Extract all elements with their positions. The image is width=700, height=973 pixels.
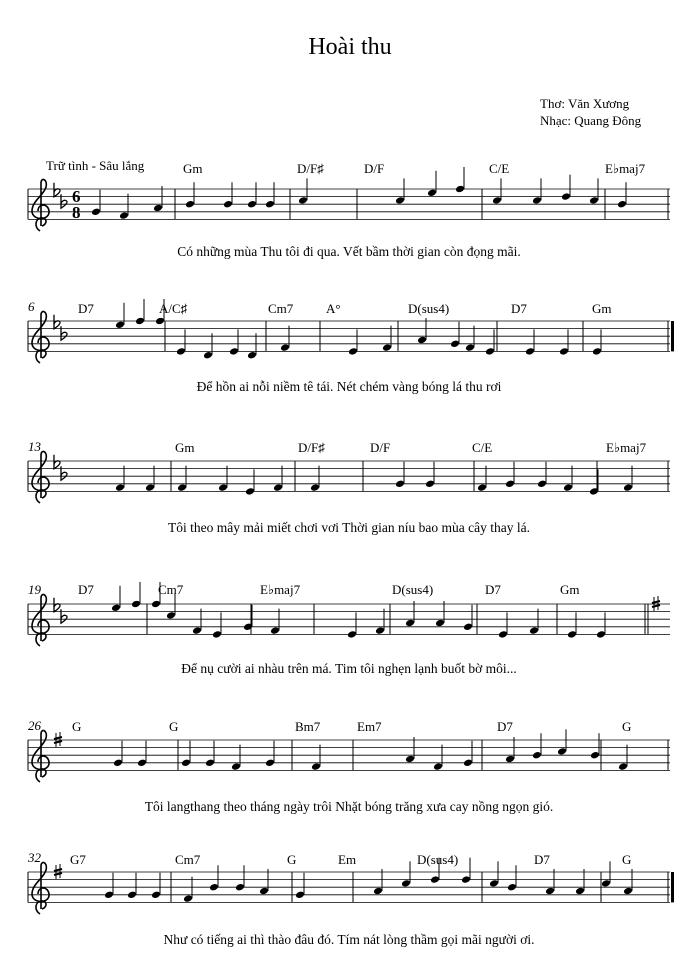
staff-system bbox=[28, 439, 670, 535]
note-head bbox=[537, 480, 547, 489]
note-head bbox=[137, 759, 147, 768]
note-head bbox=[427, 189, 437, 198]
chord-symbol: Cm7 bbox=[268, 301, 294, 316]
note-head bbox=[498, 630, 508, 639]
note-head bbox=[463, 623, 473, 632]
note-head bbox=[104, 891, 114, 900]
lyric-line: Tôi theo mây mải miết chơi vơi Thời gian níu bao mùa cây thay lá. bbox=[168, 520, 530, 535]
final-bar bbox=[671, 321, 674, 351]
note-head bbox=[205, 759, 215, 768]
note-head bbox=[601, 879, 611, 888]
chord-symbol: Cm7 bbox=[175, 852, 201, 867]
note-head bbox=[425, 480, 435, 489]
sharp-sign bbox=[652, 596, 660, 611]
note-head bbox=[590, 751, 600, 760]
note-head bbox=[375, 626, 385, 635]
chord-symbol: E♭maj7 bbox=[606, 440, 647, 455]
chord-symbol: Em bbox=[338, 852, 357, 867]
note-head bbox=[265, 759, 275, 768]
note-head bbox=[91, 208, 101, 217]
chord-symbol: D7 bbox=[78, 301, 94, 316]
note-head bbox=[561, 192, 571, 201]
note-head bbox=[492, 196, 502, 205]
time-signature-bottom: 8 bbox=[72, 203, 81, 222]
lyric-line: Như có tiếng ai thì thào đâu đó. Tím nát lòng thầm gọi mãi người ơi. bbox=[163, 932, 535, 947]
note-head bbox=[557, 747, 567, 756]
chord-symbol: Gm bbox=[175, 440, 195, 455]
note-head bbox=[455, 185, 465, 194]
note-head bbox=[575, 887, 585, 896]
note-head bbox=[405, 619, 415, 628]
composer-credit: Nhạc: Quang Đông bbox=[540, 113, 642, 128]
note-head bbox=[529, 626, 539, 635]
note-head bbox=[113, 759, 123, 768]
note-head bbox=[532, 751, 542, 760]
note-head bbox=[477, 483, 487, 492]
chord-symbol: D(sus4) bbox=[408, 301, 450, 316]
note-head bbox=[115, 321, 125, 330]
chord-symbol: G bbox=[622, 852, 632, 867]
note-head bbox=[295, 891, 305, 900]
tempo-marking: Trữ tình - Sâu lắng bbox=[46, 158, 145, 173]
note-head bbox=[596, 630, 606, 639]
note-head bbox=[563, 483, 573, 492]
chord-symbol: D7 bbox=[485, 582, 501, 597]
note-head bbox=[373, 887, 383, 896]
treble-clef bbox=[32, 452, 49, 503]
note-head bbox=[115, 483, 125, 492]
flat-sign bbox=[54, 455, 60, 469]
page-title: Hoài thu bbox=[308, 34, 392, 60]
note-head bbox=[417, 336, 427, 345]
note-head bbox=[311, 762, 321, 771]
note-head bbox=[247, 351, 257, 360]
note-head bbox=[166, 611, 176, 620]
note-head bbox=[559, 347, 569, 356]
note-head bbox=[507, 883, 517, 892]
note-head bbox=[525, 347, 535, 356]
note-head bbox=[119, 211, 129, 220]
measure-number: 32 bbox=[28, 850, 41, 865]
note-head bbox=[623, 483, 633, 492]
chord-symbol: D7 bbox=[511, 301, 527, 316]
note-head bbox=[155, 317, 165, 326]
note-head bbox=[218, 483, 228, 492]
note-head bbox=[592, 347, 602, 356]
note-head bbox=[461, 875, 471, 884]
chord-symbol: D/F bbox=[370, 440, 391, 455]
flat-sign bbox=[54, 183, 60, 197]
note-head bbox=[589, 196, 599, 205]
treble-clef bbox=[32, 312, 49, 363]
note-head bbox=[505, 480, 515, 489]
chord-symbol: G bbox=[72, 719, 82, 734]
lyric-line: Để nụ cười ai nhàu trên má. Tim tôi nghẹn lạnh buốt bờ môi... bbox=[181, 661, 517, 676]
treble-clef bbox=[32, 863, 49, 914]
note-head bbox=[567, 630, 577, 639]
note-head bbox=[151, 891, 161, 900]
chord-symbol: D7 bbox=[497, 719, 513, 734]
note-head bbox=[270, 626, 280, 635]
staff-system bbox=[28, 718, 670, 814]
lyric-line: Có những mùa Thu tôi đi qua. Vết bầm thời gian còn đọng mãi. bbox=[177, 244, 521, 259]
staff-system bbox=[28, 161, 670, 259]
chord-symbol: D7 bbox=[78, 582, 94, 597]
poet-credit: Thơ: Văn Xương bbox=[540, 96, 630, 111]
note-head bbox=[183, 894, 193, 903]
chord-symbol: D/F♯ bbox=[298, 440, 325, 455]
note-head bbox=[280, 343, 290, 352]
measure-number: 13 bbox=[28, 439, 41, 454]
measure-number: 26 bbox=[28, 718, 41, 733]
note-head bbox=[203, 351, 213, 360]
sharp-sign bbox=[54, 864, 62, 879]
note-head bbox=[430, 875, 440, 884]
note-head bbox=[111, 604, 121, 613]
note-head bbox=[245, 487, 255, 496]
flat-sign bbox=[54, 598, 60, 612]
note-head bbox=[485, 347, 495, 356]
chord-symbol: Cm7 bbox=[158, 582, 184, 597]
note-head bbox=[223, 200, 233, 209]
note-head bbox=[489, 879, 499, 888]
note-head bbox=[265, 200, 275, 209]
chord-symbol: D/F♯ bbox=[297, 161, 324, 176]
treble-clef bbox=[32, 595, 49, 646]
note-head bbox=[347, 630, 357, 639]
note-head bbox=[532, 196, 542, 205]
note-head bbox=[623, 887, 633, 896]
staff-system bbox=[28, 582, 670, 676]
note-head bbox=[247, 200, 257, 209]
note-head bbox=[181, 759, 191, 768]
note-head bbox=[273, 483, 283, 492]
chord-symbol: A° bbox=[326, 301, 341, 316]
note-head bbox=[209, 883, 219, 892]
chord-symbol: D(sus4) bbox=[417, 852, 459, 867]
note-head bbox=[235, 883, 245, 892]
note-head bbox=[450, 340, 460, 349]
chord-symbol: G bbox=[287, 852, 297, 867]
note-head bbox=[153, 204, 163, 213]
note-head bbox=[395, 196, 405, 205]
note-head bbox=[259, 887, 269, 896]
chord-symbol: Gm bbox=[592, 301, 612, 316]
treble-clef bbox=[32, 731, 49, 782]
staff-system bbox=[27, 850, 674, 947]
note-head bbox=[131, 600, 141, 609]
chord-symbol: G7 bbox=[70, 852, 86, 867]
chord-symbol: G bbox=[622, 719, 632, 734]
chord-symbol: Em7 bbox=[357, 719, 382, 734]
note-head bbox=[401, 879, 411, 888]
note-head bbox=[395, 480, 405, 489]
note-head bbox=[465, 343, 475, 352]
note-head bbox=[382, 343, 392, 352]
note-head bbox=[463, 759, 473, 768]
treble-clef bbox=[32, 180, 49, 231]
chord-symbol: C/E bbox=[472, 440, 493, 455]
chord-symbol: Gm bbox=[560, 582, 580, 597]
note-head bbox=[231, 762, 241, 771]
chord-symbol: A/C♯ bbox=[159, 301, 188, 316]
note-head bbox=[435, 619, 445, 628]
measure-number: 19 bbox=[28, 582, 41, 597]
note-head bbox=[617, 200, 627, 209]
chord-symbol: D7 bbox=[534, 852, 550, 867]
note-head bbox=[310, 483, 320, 492]
note-head bbox=[505, 755, 515, 764]
note-head bbox=[135, 317, 145, 326]
note-head bbox=[192, 626, 202, 635]
time-signature-top: 6 bbox=[72, 187, 81, 206]
flat-sign bbox=[54, 315, 60, 329]
sharp-sign bbox=[54, 732, 62, 747]
note-head bbox=[151, 600, 161, 609]
chord-symbol: D/F bbox=[364, 161, 385, 176]
chord-symbol: E♭maj7 bbox=[605, 161, 646, 176]
note-head bbox=[145, 483, 155, 492]
note-head bbox=[212, 630, 222, 639]
note-head bbox=[405, 755, 415, 764]
note-head bbox=[618, 762, 628, 771]
chord-symbol: D(sus4) bbox=[392, 582, 434, 597]
note-head bbox=[545, 887, 555, 896]
chord-symbol: C/E bbox=[489, 161, 510, 176]
chord-symbol: G bbox=[169, 719, 179, 734]
note-head bbox=[176, 347, 186, 356]
lyric-line: Tôi langthang theo tháng ngày trôi Nhặt bóng trăng xưa cay nồng ngọn gió. bbox=[144, 799, 554, 814]
note-head bbox=[185, 200, 195, 209]
chord-symbol: E♭maj7 bbox=[260, 582, 301, 597]
staff-system bbox=[28, 299, 674, 394]
note-head bbox=[127, 891, 137, 900]
lyric-line: Để hồn ai nỗi niềm tê tái. Nét chém vàng bóng lá thu rơi bbox=[196, 379, 502, 394]
note-head bbox=[298, 196, 308, 205]
note-head bbox=[433, 762, 443, 771]
note-head bbox=[229, 347, 239, 356]
chord-symbol: Bm7 bbox=[295, 719, 321, 734]
note-head bbox=[348, 347, 358, 356]
measure-number: 6 bbox=[28, 299, 35, 314]
final-bar bbox=[671, 872, 674, 902]
chord-symbol: Gm bbox=[183, 161, 203, 176]
note-head bbox=[177, 483, 187, 492]
